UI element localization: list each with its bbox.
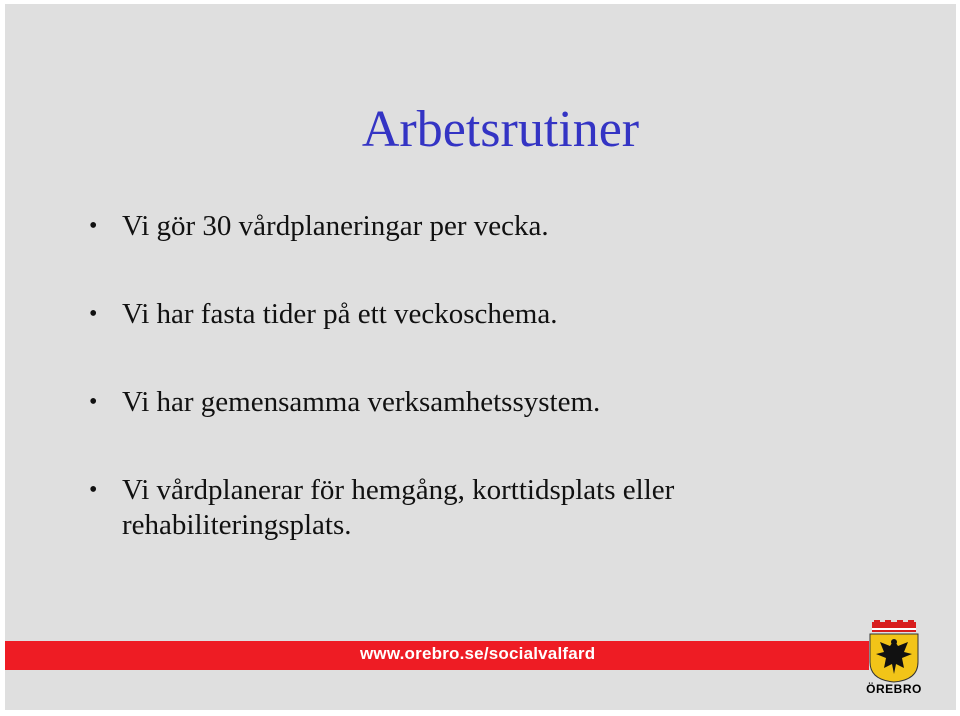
slide-title: Arbetsrutiner — [361, 101, 640, 158]
footer-url-link[interactable]: www.orebro.se/socialvalfard — [360, 644, 596, 663]
footer-bar — [5, 641, 869, 670]
bullet-item — [87, 473, 847, 543]
bullet-text: Vi har gemensamma verksamhetssystem. — [122, 386, 601, 418]
bullet-text: Vi har fasta tider på ett veckoschema. — [122, 298, 558, 330]
bullet-icon: • — [89, 389, 98, 415]
logo-text: ÖREBRO — [866, 682, 922, 696]
bullet-text: Vi gör 30 vårdplaneringar per vecka. — [122, 210, 549, 242]
bullet-item — [87, 209, 847, 244]
bullet-item — [87, 297, 847, 332]
slide — [5, 4, 956, 710]
bullet-icon: • — [89, 301, 98, 327]
bullet-text: Vi vårdplanerar för hemgång, korttidsplats eller rehabiliteringsplats. — [122, 474, 675, 541]
footer-strip — [5, 670, 956, 710]
bullet-icon: • — [89, 477, 98, 503]
bullet-item — [87, 385, 847, 420]
bullet-icon: • — [89, 213, 98, 239]
bullet-list — [87, 209, 847, 543]
